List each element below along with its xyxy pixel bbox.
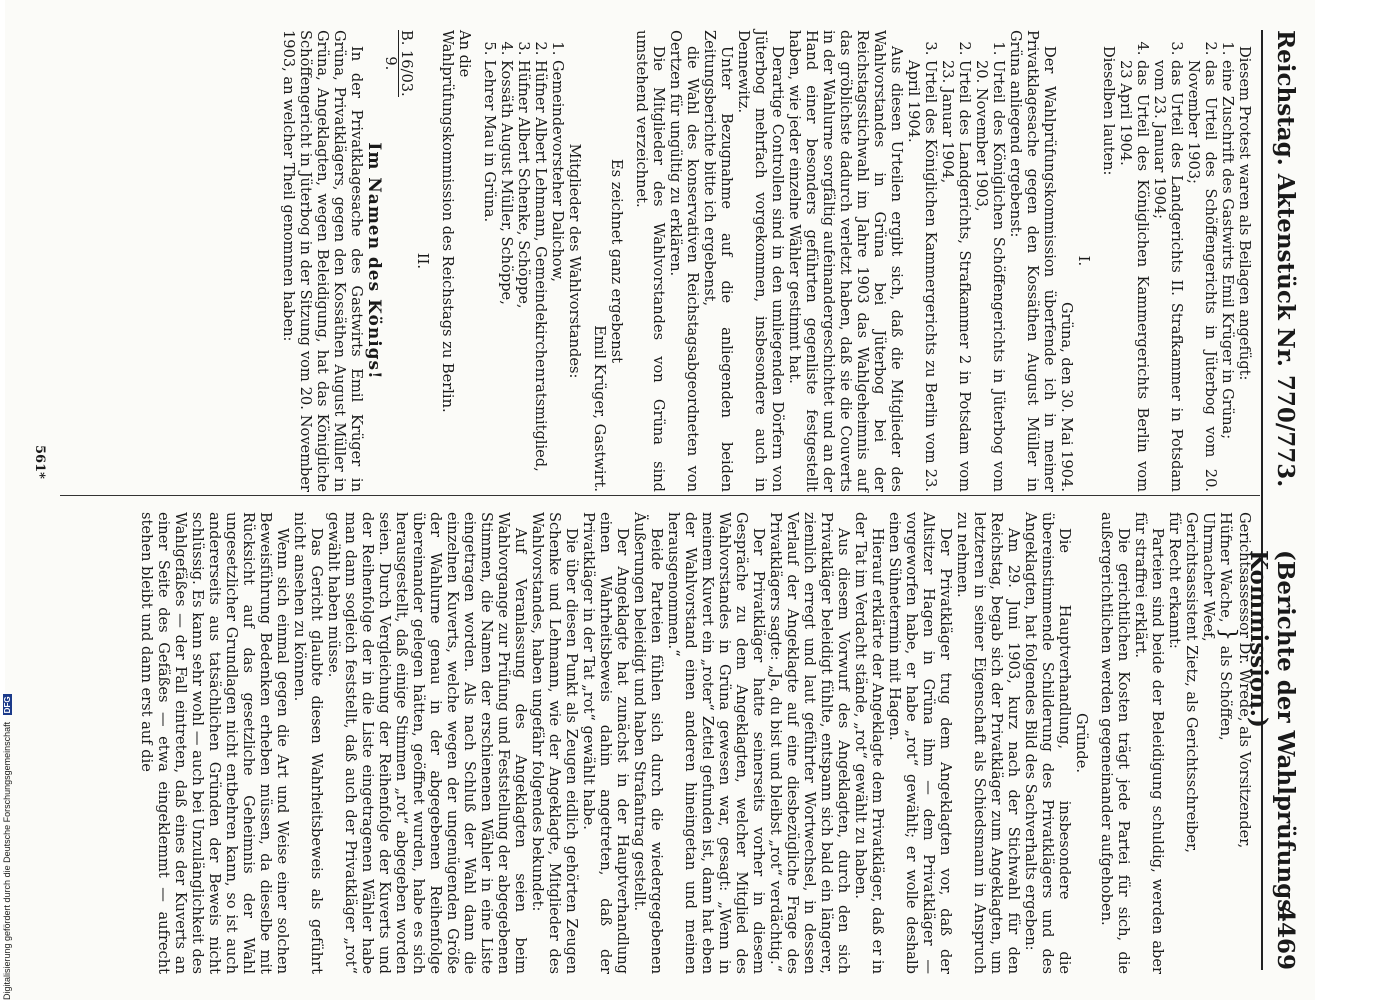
dfg-logo-icon: DFG (3, 696, 12, 714)
paragraph: Der Angeklagte hat zunächst in der Hauptverhandlung einen Wahrheitsbeweis dahin angetreten, daß der Privatkläger in der Tat „rot“ gewählt habe. (580, 512, 631, 974)
list-item: 3. Urteil des Königlichen Kammergerichts zu Berlin vom 23. April 1904. (905, 60, 939, 492)
paragraph: die Wahl des konservativen Reichstagsabgeordneten von Oertzen für ungültig zu erklären. (667, 30, 701, 492)
roman-heading: I. (1075, 255, 1092, 267)
list-item: 1. eine Zuschrift des Gastwirts Emil Krüger in Grüna; (1219, 60, 1236, 492)
paragraph: Der Privatkläger trug dem Angeklagten vor, daß der Altsitzer Hagen in Grüna ihm — dem Privatkläger — vorgeworfen habe, er habe „rot“ gewählt; er wolle deshalb einen Sühnetermin mit Hagen. (886, 512, 954, 974)
list-item: 2. Urteil des Landgerichts, Strafkammer 2 in Potsdam vom 23. Januar 1904, (939, 60, 973, 492)
paragraph: Die über diesen Punkt als Zeugen eidlich gehörten Zeugen Schenke und Lehmann, wie der Angeklagte, Mitglieder des Wahlvorstandes, haben ungefähr folgendes bekundet: (529, 512, 580, 974)
list-item: 2. das Urteil des Schöffengerichts in Jüterbog vom 20. November 1903; (1185, 60, 1219, 492)
right-column (138, 512, 1253, 974)
file-reference (382, 30, 414, 492)
court-line: Uhrmacher Weef, (1200, 512, 1217, 642)
paragraph: Derartige Controllen sind in den umliegenden Dörfern von Jüterbog mehrfach vorgekommen, insbesondere auch in Dennewitz. (735, 30, 786, 492)
document-page (5, 0, 1315, 1000)
paragraph: Am 29. Juni 1903, kurz nach der Stichwahl für den Reichstag, begab sich der Privatkläger zum Angeklagten, um letzteren in seiner Eigenschaft als Schiedsmann in Anspruch zu nehmen. (954, 512, 1022, 974)
roman-heading: II. (414, 252, 431, 270)
paragraph: Hierauf erklärte der Angeklagte dem Privatkläger, daß er in der Tat im Verdacht stände, „rot“ gewählt zu haben. (852, 512, 886, 974)
paragraph: In der Privatklagesache des Gastwirts Emil Krüger in Grüna, Privatklägers, gegen den Kossäthen August Müller in Grüna, Angeklagten, wegen Beleidigung, hat das Königliche Schöffengericht in Jüterbog in der Sitzung vom 20. November 1903, an welcher Theil genommen haben: (280, 30, 365, 492)
paragraph: Aus diesem Vorwurf des Angeklagten, durch den sich Privatkläger beleidigt fühlte, entspann sich bald ein längerer, ziemlich erregt und laut geführter Wortwechsel, in dessen Verlauf der Angeklagte auf eine diesbezügliche Frage des Privatklägers sagte: „Ja, du bist und bleibst „rot“ verdächtig.“ (767, 512, 852, 974)
list-item: 2. Hüfner Albert Lehmann, Gemeindekirchenratsmitglied, (532, 60, 549, 492)
paragraph: Auf Veranlassung des Angeklagten seien beim Wahlvorgange zur Prüfung und Feststellung der abgegebenen Stimmen, die Namen der erschienenen Wähler in eine Liste eingetragen worden. Als nach Schluß der Wahl dann die einzelnen Kuverts, welche wegen der ungenügenden Größe der Wahlurne genau in der abgegebenen Reihenfolge übereinander gelegen hätten, geöffnet wurden, habe es sich herausgestellt, daß einige Stimmen „rot“ abgegeben worden seien. Durch Vergleichung der Reihenfolge der Kuverts und der Reihenfolge der in die Liste eingetragenen Wähler habe man dann sogleich feststellt, daß auch der Privatkläger „rot“ gewählt haben müsse. (325, 512, 529, 974)
running-title: Reichstag. Aktenstück Nr. 770/773. (1272, 30, 1299, 488)
list-item: 3. das Urteil des Landgerichts II. Strafkammer in Potsdam vom 23. Januar 1904; (1151, 60, 1185, 492)
addressee: Wahlprüfungskommission des Reichstags zu Berlin. (439, 30, 456, 413)
paragraph: Beide Parteien fühlen sich durch die wiedergegebenen Äußerungen beleidigt und haben Strafantrag gestellt. (631, 512, 665, 974)
paragraph: Der Wahlprüfungskommission überfende ich in meiner Privatklagesache gegen den Kossäthen August Müller in Grüna anliegend ergebenst: (1007, 30, 1058, 492)
closing: Es zeichnet ganz ergebenst (608, 159, 625, 363)
addressee-to: An die (456, 30, 473, 78)
paragraph: Die gerichtlichen Kosten trägt jede Partei für sich, die außergerichtlichen werden gegeneinander aufgehoben. (1098, 512, 1132, 974)
paragraph: Unter Bezugnahme auf die anliegenden beiden Zeitungsberichte bitte ich ergebenst, (701, 30, 735, 492)
list-item: 5. Lehrer Mau in Grüna. (481, 60, 498, 492)
section-title: (Berichte der Wahlprüfungs-Kommission.) (1245, 550, 1299, 922)
sheet-signature-mark: 561* (32, 445, 47, 479)
place-date: Grüna, den 30. Mai 1904. (1058, 301, 1075, 492)
list-item: 3. Hüfner Albert Schenke, Schöppe, (515, 60, 532, 492)
paragraph: Die Hauptverhandlung, insbesondere die übereinstimmende Schilderung des Privatklägers und des Angeklagten, hat folgendes Bild des Sachverhalts ergeben: (1022, 512, 1073, 974)
court-brace-label: als Schöffen, (1217, 645, 1234, 741)
court-line: Gerichtsassessor Dr. Wrede, als Vorsitzender, (1236, 512, 1253, 849)
paragraph: Parteien sind beide der Beleidigung schuldig, werden aber für straffrei erklärt. (1132, 512, 1166, 974)
signature: Emil Krüger, Gastwirt. (591, 325, 608, 492)
paragraph: Die Mitglieder des Wahlvorstandes von Grüna sind umstehend verzeichnet. (633, 30, 667, 492)
judgment-list (905, 30, 1007, 492)
paragraph: Aus diesen Urteilen ergibt sich, daß die Mitglieder des Wahlvorstandes in Grüna bei Jüterbog bei der Reichstagsstichwahl im Jahre 1903 das Wahlgeheimnis auf das gröblichste dadurch verletzt haben, daß sie die Couverts in der Wahlurne sorgfältig aufeinandergeschichtet und an der Hand einer besonders geführten gegenliste festgestellt haben, wie jeder einzelne Wähler gestimmt hat. (786, 30, 905, 492)
paragraph: Das Gericht glaubte diesen Wahrheitsbeweis als geführt nicht ansehen zu können. (291, 512, 325, 974)
reasons-title: Gründe. (1073, 712, 1090, 774)
court-line: Gerichtsassistent Zietz, als Gerichtsschreiber, (1183, 512, 1200, 854)
funding-credit (2, 600, 12, 1000)
paragraph: Wenn sich einmal gegen die Art und Weise einer solchen Beweisführung Bedenken erheben müssen, da dieselbe mit Rücksicht auf das gesetzliche Geheimnis der Wahl ungesetzlicher Grundlagen nicht entbehren kann, so ist auch andererseits aus tatsächlichen Gründen der Beweis nicht schlüssig. Es kann sehr wohl — auch bei Unzulänglichkeit des Wahlgefäßes — der Fall eintreten, daß eines der Kuverts an einer Seite des Gefäßes — etwa eingeklemmt — aufrecht stehen bleibt und dann erst auf die (138, 512, 291, 974)
attachment-list (1117, 30, 1236, 492)
list-item: 1. Urteil des Königlichen Schöffengerichts in Jüterbog vom 20. November 1903, (973, 60, 1007, 492)
court-line: Hüfner Wache, } als Schöffen, (1215, 512, 1240, 741)
page-number: 4469 (1272, 905, 1299, 970)
credit-text: Digitalisierung gefördert durch die Deutsche Forschungsgemeinschaft (2, 721, 12, 1000)
page-header (1245, 30, 1303, 970)
paragraph: Dieselben lauten: (1100, 46, 1117, 176)
members-list (481, 30, 566, 492)
list-item: 4. das Urteil des Königlichen Kammergerichts Berlin vom 23 April 1904. (1117, 60, 1151, 492)
paragraph: Diesem Protest waren als Beilagen angefügt: (1236, 46, 1253, 381)
in-name-heading: Im Namen des Königs! (364, 142, 384, 380)
file-reference-fraction: B. 16/03. 9. (382, 30, 415, 97)
list-item: 4. Kossäth August Müller, Schöppe, (498, 60, 515, 492)
column-divider (60, 495, 1260, 496)
paragraph: Der Privatkläger hatte seinerseits vorher in diesem Gespräche zu dem Angeklagten, welcher Mitglied des Wahlvorstandes in Grüna gewesen war, gesagt: „Wenn in meinem Kuvert ein „roter“ Zettel gefunden ist, dann hat eben der Wahlvorstand einen anderen hineingetan und meinen herausgenommen.“ (665, 512, 767, 974)
left-column (280, 30, 1253, 492)
list-item: 1. Gemeindevorsteher Dalichow, (549, 60, 566, 492)
verdict-label: für Recht erkannt: (1166, 512, 1183, 649)
members-title: Mitglieder des Wahlvorstandes: (566, 143, 583, 379)
